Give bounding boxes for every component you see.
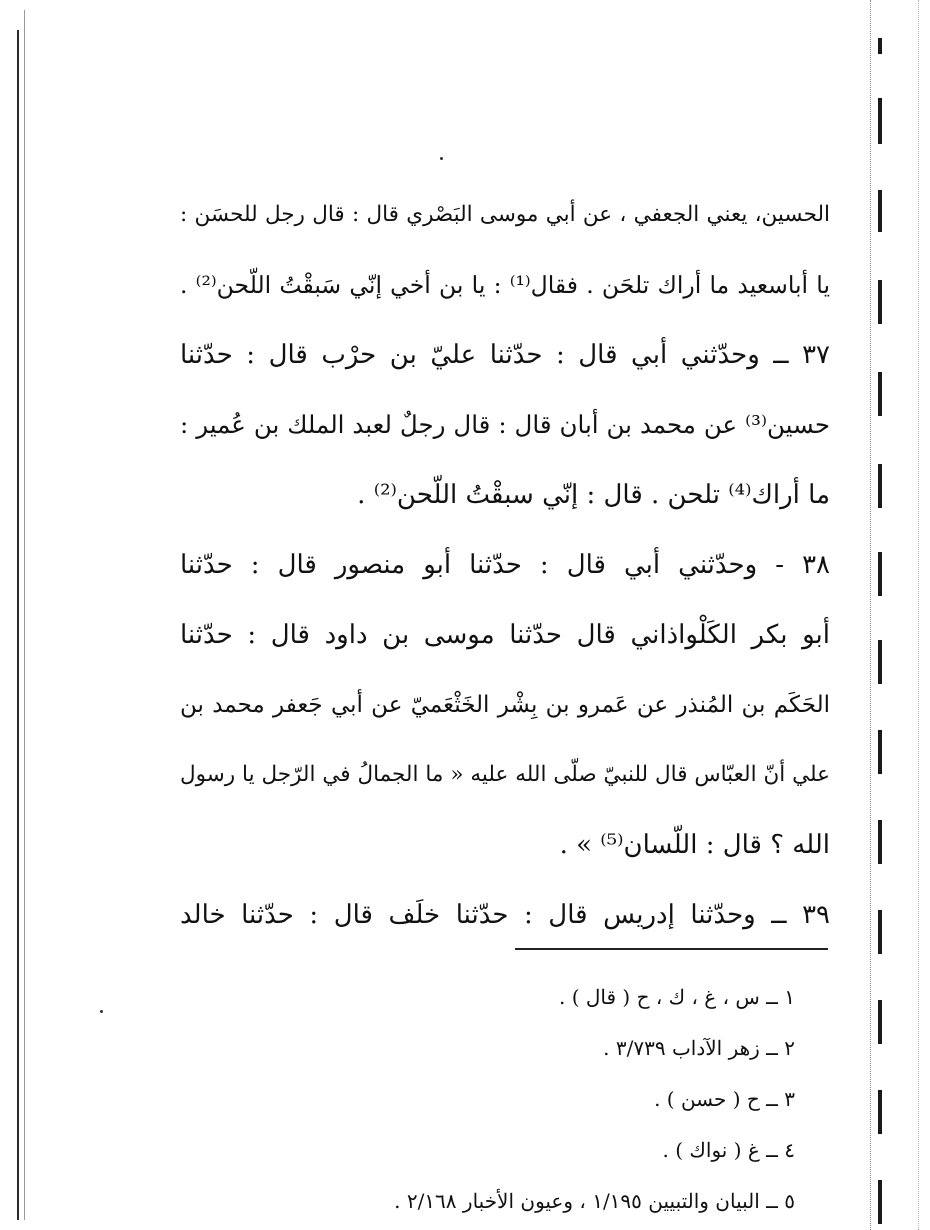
edge-mark bbox=[878, 820, 882, 864]
edge-mark bbox=[878, 190, 882, 232]
scan-speck bbox=[440, 157, 443, 160]
text-line: ٣٨ - وحدّثني أبي قال : حدّثنا أبو منصور قال : حدّثنا bbox=[180, 550, 830, 580]
footnote: ٤ ــ غ ( نواك ) . bbox=[662, 1138, 795, 1162]
page-body bbox=[180, 180, 830, 950]
edge-mark bbox=[878, 1180, 882, 1224]
edge-dotted-line-outer bbox=[918, 0, 920, 1230]
edge-mark bbox=[878, 1090, 882, 1134]
scan-speck bbox=[100, 1010, 103, 1013]
text-line: علي أنّ العبّاس قال للنبيّ صلّى الله عليه « ما الجمالُ في الرّجل يا رسول bbox=[180, 762, 830, 787]
edge-mark bbox=[878, 372, 882, 416]
edge-mark bbox=[878, 910, 882, 954]
edge-mark bbox=[878, 640, 882, 684]
text-line: ٣٩ ــ وحدّثنا إدريس قال : حدّثنا خلَف قال : حدّثنا خالد bbox=[180, 900, 830, 930]
edge-mark bbox=[878, 730, 882, 774]
text-line: الحَكَم بن المُنذر عن عَمرو بن بِشْر الخَثْعَميّ عن أبي جَعفر محمد بن bbox=[180, 692, 830, 718]
scan-edge-right bbox=[868, 0, 930, 1230]
footnotes bbox=[300, 972, 795, 1227]
text-line: ما أراك⁽⁴⁾ تلحن . قال : إنّي سبقْتُ اللّحن⁽²⁾ . bbox=[357, 480, 830, 510]
footnote: ٥ ــ البيان والتبيين ١/١٩٥ ، وعيون الأخبار ٢/١٦٨ . bbox=[394, 1189, 795, 1213]
footnote-separator bbox=[515, 948, 828, 950]
text-line: يا أباسعيد ما أراك تلحَن . فقال⁽¹⁾ : يا بن أخي إنّي سَبقْتُ اللّحن⁽²⁾ . bbox=[180, 271, 830, 299]
edge-mark bbox=[878, 280, 882, 324]
edge-mark bbox=[878, 464, 882, 508]
edge-mark bbox=[878, 98, 882, 144]
text-line: حسين⁽³⁾ عن محمد بن أبان قال : قال رجلٌ لعبد الملك بن عُمير : bbox=[180, 410, 830, 439]
edge-mark bbox=[878, 1000, 882, 1044]
edge-dotted-line bbox=[870, 0, 872, 1230]
edge-mark bbox=[878, 552, 882, 596]
edge-mark bbox=[878, 38, 882, 54]
text-line: ٣٧ ــ وحدّثني أبي قال : حدّثنا عليّ بن حرْب قال : حدّثنا bbox=[180, 340, 830, 370]
text-line: الله ؟ قال : اللّسان⁽⁵⁾ » . bbox=[559, 830, 830, 860]
footnote: ٢ ــ زهر الآداب ٣/٧٣٩ . bbox=[603, 1036, 795, 1060]
scan-edge-left bbox=[17, 30, 19, 1220]
footnote: ١ ــ س ، غ ، ك ، ح ( قال ) . bbox=[558, 985, 795, 1009]
text-line: أبو بكر الكَلْواذاني قال حدّثنا موسى بن داود قال : حدّثنا bbox=[180, 620, 830, 650]
scan-edge-left-faint bbox=[24, 10, 25, 1220]
footnote: ٣ ــ ح ( حسن ) . bbox=[654, 1087, 795, 1111]
text-line: الحسين، يعني الجعفي ، عن أبي موسى البَصْري قال : قال رجل للحسَن : bbox=[180, 202, 830, 227]
